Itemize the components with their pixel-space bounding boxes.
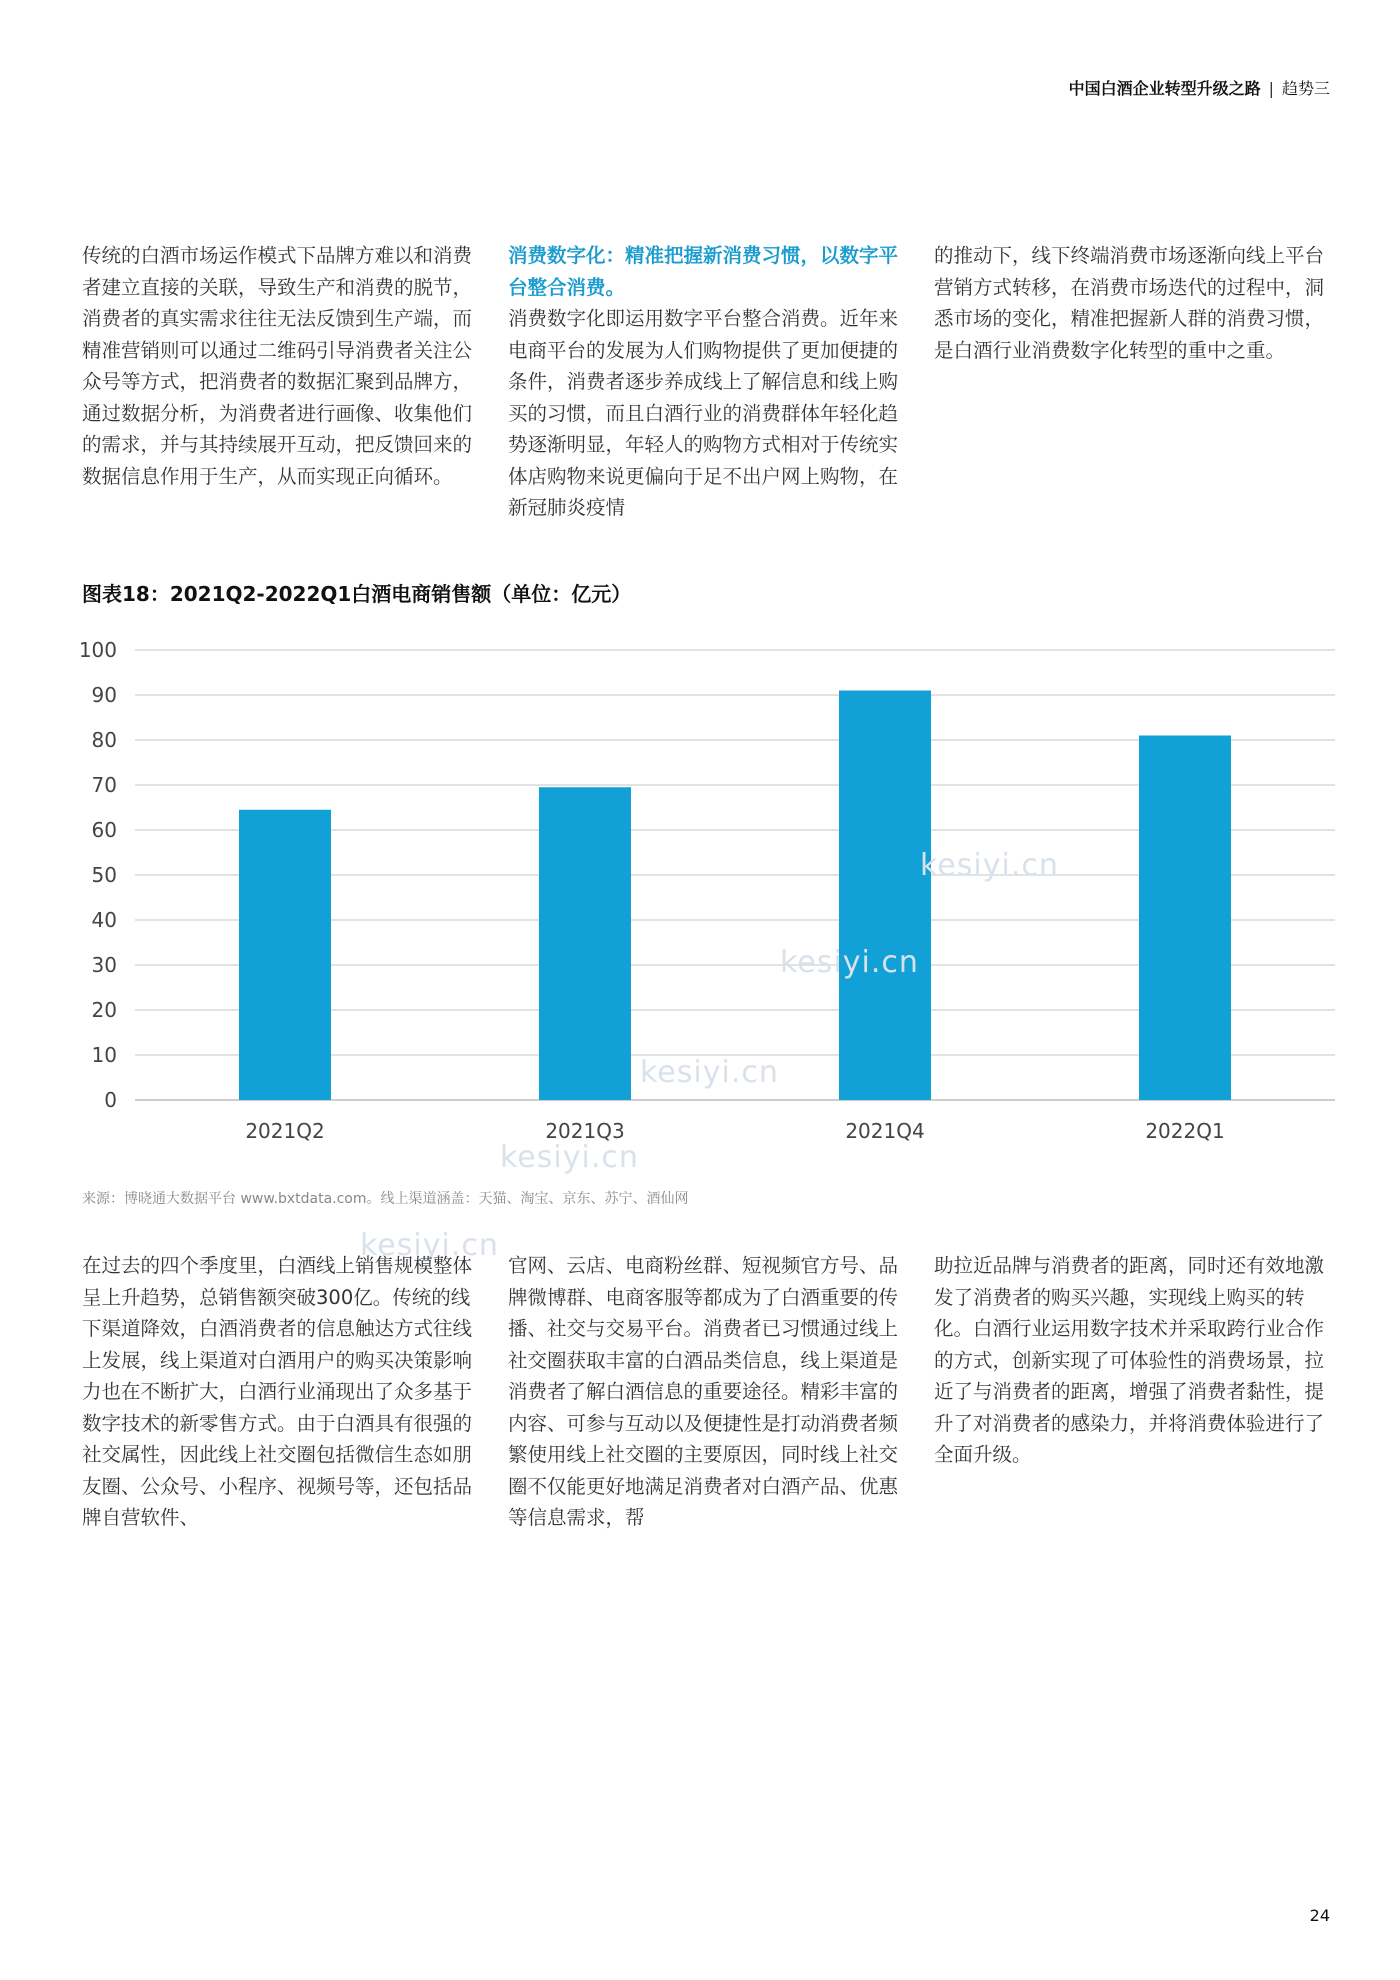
bar-2022Q1 <box>1139 736 1231 1101</box>
y-tick-label: 80 <box>91 728 117 752</box>
x-tick-label: 2021Q3 <box>545 1119 625 1143</box>
section-label: 趋势三 <box>1281 79 1330 98</box>
paragraph: 消费数字化即运用数字平台整合消费。近年来电商平台的发展为人们购物提供了更加便捷的条件，消费者逐步养成线上了解信息和线上购买的习惯，而且白酒行业的消费群体年轻化趋势逐渐明显，年轻人的购物方式相对于传统实体店购物来说更偏向于足不出户网上购物，在新冠肺炎疫情 <box>508 307 899 519</box>
report-title: 中国白酒企业转型升级之路 <box>1068 79 1261 98</box>
page-header <box>1069 76 1330 99</box>
y-tick-label: 50 <box>91 863 117 887</box>
y-tick-label: 40 <box>91 908 117 932</box>
watermark: kesiyi.cn <box>780 945 919 980</box>
top-column-1 <box>82 240 477 492</box>
bar-2021Q3 <box>539 787 631 1100</box>
top-column-3 <box>934 240 1329 366</box>
x-tick-label: 2022Q1 <box>1145 1119 1225 1143</box>
paragraph: 官网、云店、电商粉丝群、短视频官方号、品牌微博群、电商客服等都成为了白酒重要的传播、社交与交易平台。消费者已习惯通过线上社交圈获取丰富的白酒品类信息，线上渠道是消费者了解白酒信息的重要途径。精彩丰富的内容、可参与互动以及便捷性是打动消费者频繁使用线上社交圈的主要原因，同时线上社交圈不仅能更好地满足消费者对白酒产品、优惠等信息需求，帮 <box>508 1254 899 1529</box>
chart-source: 来源：博晓通大数据平台 www.bxtdata.com。线上渠道涵盖：天猫、淘宝、京东、苏宁、酒仙网 <box>82 1191 689 1207</box>
section-heading: 消费数字化：精准把握新消费习惯，以数字平台整合消费。 <box>508 244 899 299</box>
y-tick-label: 90 <box>91 683 117 707</box>
paragraph: 传统的白酒市场运作模式下品牌方难以和消费者建立直接的关联，导致生产和消费的脱节，消费者的真实需求往往无法反馈到生产端，而精准营销则可以通过二维码引导消费者关注公众号等方式，把消费者的数据汇聚到品牌方，通过数据分析，为消费者进行画像、收集他们的需求，并与其持续展开互动，把反馈回来的数据信息作用于生产，从而实现正向循环。 <box>82 244 473 488</box>
x-tick-label: 2021Q2 <box>245 1119 325 1143</box>
watermark: kesiyi.cn <box>360 1228 499 1263</box>
chart-title: 图表18：2021Q2-2022Q1白酒电商销售额（单位：亿元） <box>82 582 632 606</box>
bottom-column-1 <box>82 1250 477 1534</box>
y-tick-label: 70 <box>91 773 117 797</box>
y-tick-label: 60 <box>91 818 117 842</box>
y-tick-label: 100 <box>78 638 117 662</box>
bar-2021Q4 <box>839 691 931 1101</box>
paragraph: 助拉近品牌与消费者的距离，同时还有效地激发了消费者的购买兴趣，实现线上购买的转化。白酒行业运用数字技术并采取跨行业合作的方式，创新实现了可体验性的消费场景，拉近了与消费者的距离，增强了消费者黏性，提升了对消费者的感染力，并将消费体验进行了全面升级。 <box>934 1254 1325 1466</box>
paragraph: 在过去的四个季度里，白酒线上销售规模整体呈上升趋势，总销售额突破300亿。传统的线下渠道降效，白酒消费者的信息触达方式往线上发展，线上渠道对白酒用户的购买决策影响力也在不断扩大，白酒行业涌现出了众多基于数字技术的新零售方式。由于白酒具有很强的社交属性，因此线上社交圈包括微信生态如朋友圈、公众号、小程序、视频号等，还包括品牌自营软件、 <box>82 1254 473 1529</box>
sales-bar-chart <box>70 630 1340 1150</box>
y-tick-label: 0 <box>104 1088 117 1112</box>
y-tick-label: 10 <box>91 1043 117 1067</box>
y-tick-label: 20 <box>91 998 117 1022</box>
paragraph: 的推动下，线下终端消费市场逐渐向线上平台营销方式转移，在消费市场迭代的过程中，洞悉市场的变化，精准把握新人群的消费习惯，是白酒行业消费数字化转型的重中之重。 <box>934 244 1325 362</box>
watermark: kesiyi.cn <box>500 1140 639 1175</box>
top-column-2 <box>508 240 903 524</box>
page-number: 24 <box>1309 1906 1330 1925</box>
bottom-column-3 <box>934 1250 1329 1471</box>
header-separator: | <box>1268 79 1274 98</box>
watermark: kesiyi.cn <box>640 1055 779 1090</box>
bottom-column-2 <box>508 1250 903 1534</box>
x-tick-label: 2021Q4 <box>845 1119 925 1143</box>
y-tick-label: 30 <box>91 953 117 977</box>
bar-2021Q2 <box>239 810 331 1100</box>
watermark: kesiyi.cn <box>920 848 1059 883</box>
